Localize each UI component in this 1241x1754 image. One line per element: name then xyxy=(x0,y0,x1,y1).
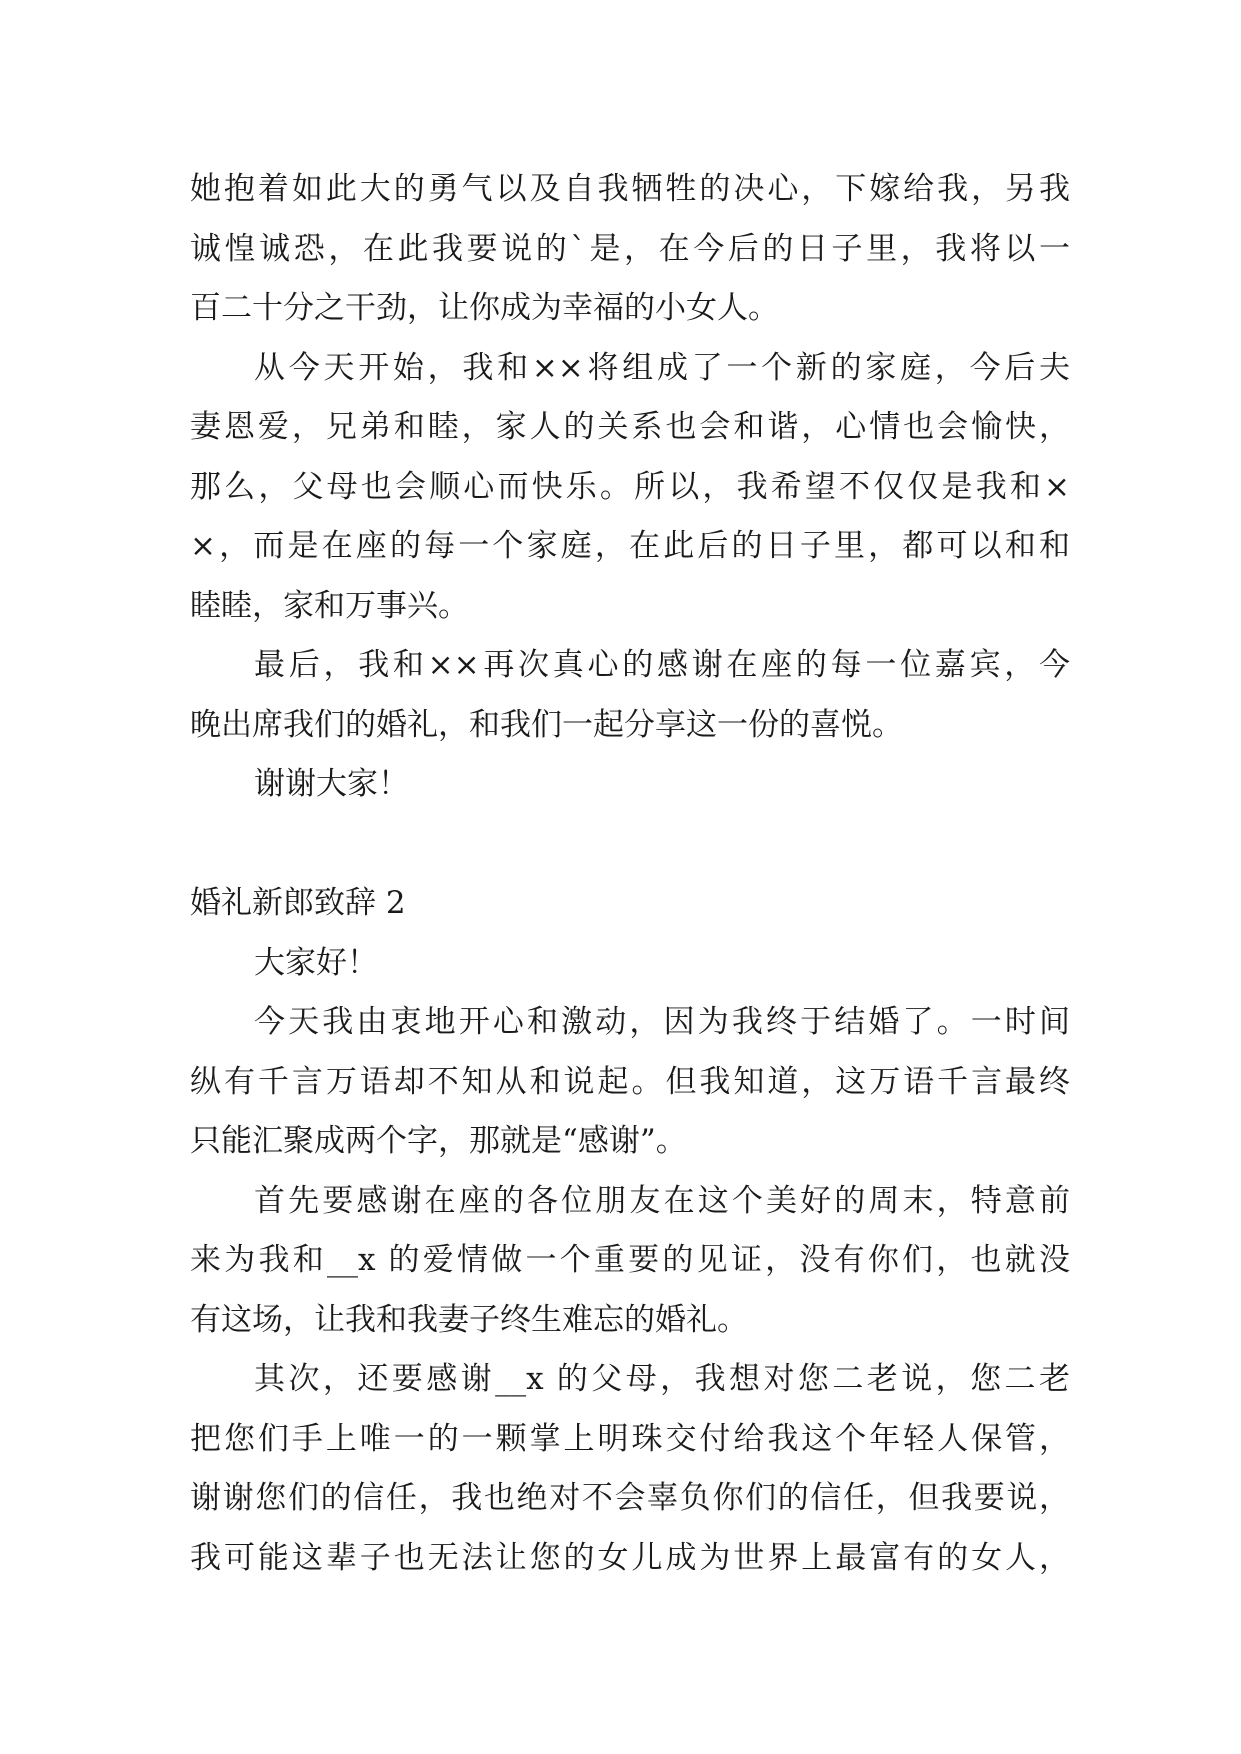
paragraph-line: ×，而是在座的每一个家庭，在此后的日子里，都可以和和 xyxy=(190,528,1070,564)
paragraph-line: 晚出席我们的婚礼，和我们一起分享这一份的喜悦。 xyxy=(190,706,903,743)
paragraph-line: 把您们手上唯一的一颗掌上明珠交付给我这个年轻人保管， xyxy=(190,1420,1070,1457)
paragraph-line: 谢谢大家！ xyxy=(254,766,409,802)
paragraph-line: 我可能这辈子也无法让您的女儿成为世界上最富有的女人， xyxy=(190,1539,1070,1576)
paragraph-line: 她抱着如此大的勇气以及自我牺牲的决心，下嫁给我，另我 xyxy=(190,171,1070,207)
paragraph-line: 谢谢您们的信任，我也绝对不会辜负你们的信任，但我要说， xyxy=(190,1480,1070,1516)
paragraph-line: 今天我由衷地开心和激动，因为我终于结婚了。一时间 xyxy=(254,1004,1070,1040)
paragraph-line: 睦睦，家和万事兴。 xyxy=(190,587,469,624)
paragraph-line: 最后，我和××再次真心的感谢在座的每一位嘉宾，今 xyxy=(254,647,1070,683)
section-heading: 婚礼新郎致辞 2 xyxy=(190,885,406,921)
paragraph-line: 只能汇聚成两个字，那就是“感谢”。 xyxy=(190,1123,687,1159)
paragraph-line: 那么，父母也会顺心而快乐。所以，我希望不仅仅是我和× xyxy=(190,468,1070,505)
paragraph-line: 百二十分之干劲，让你成为幸福的小女人。 xyxy=(190,290,779,326)
paragraph-line: 其次，还要感谢__x 的父母，我想对您二老说，您二老 xyxy=(254,1361,1070,1397)
paragraph-line: 从今天开始，我和××将组成了一个新的家庭，今后夫 xyxy=(254,349,1070,386)
section-gap xyxy=(190,815,1070,875)
paragraph-line: 妻恩爱，兄弟和睦，家人的关系也会和谐，心情也会愉快， xyxy=(190,409,1070,445)
paragraph-line: 大家好！ xyxy=(254,944,378,981)
paragraph-line: 首先要感谢在座的各位朋友在这个美好的周末，特意前 xyxy=(254,1182,1070,1219)
paragraph-line: 诚惶诚恐，在此我要说的`是，在今后的日子里，我将以一 xyxy=(190,230,1070,267)
paragraph-line: 有这场，让我和我妻子终生难忘的婚礼。 xyxy=(190,1301,748,1338)
document-body xyxy=(190,160,1070,1588)
paragraph-line: 纵有千言万语却不知从和说起。但我知道，这万语千言最终 xyxy=(190,1063,1070,1100)
paragraph-line: 来为我和__x 的爱情做一个重要的见证，没有你们，也就没 xyxy=(190,1242,1070,1278)
